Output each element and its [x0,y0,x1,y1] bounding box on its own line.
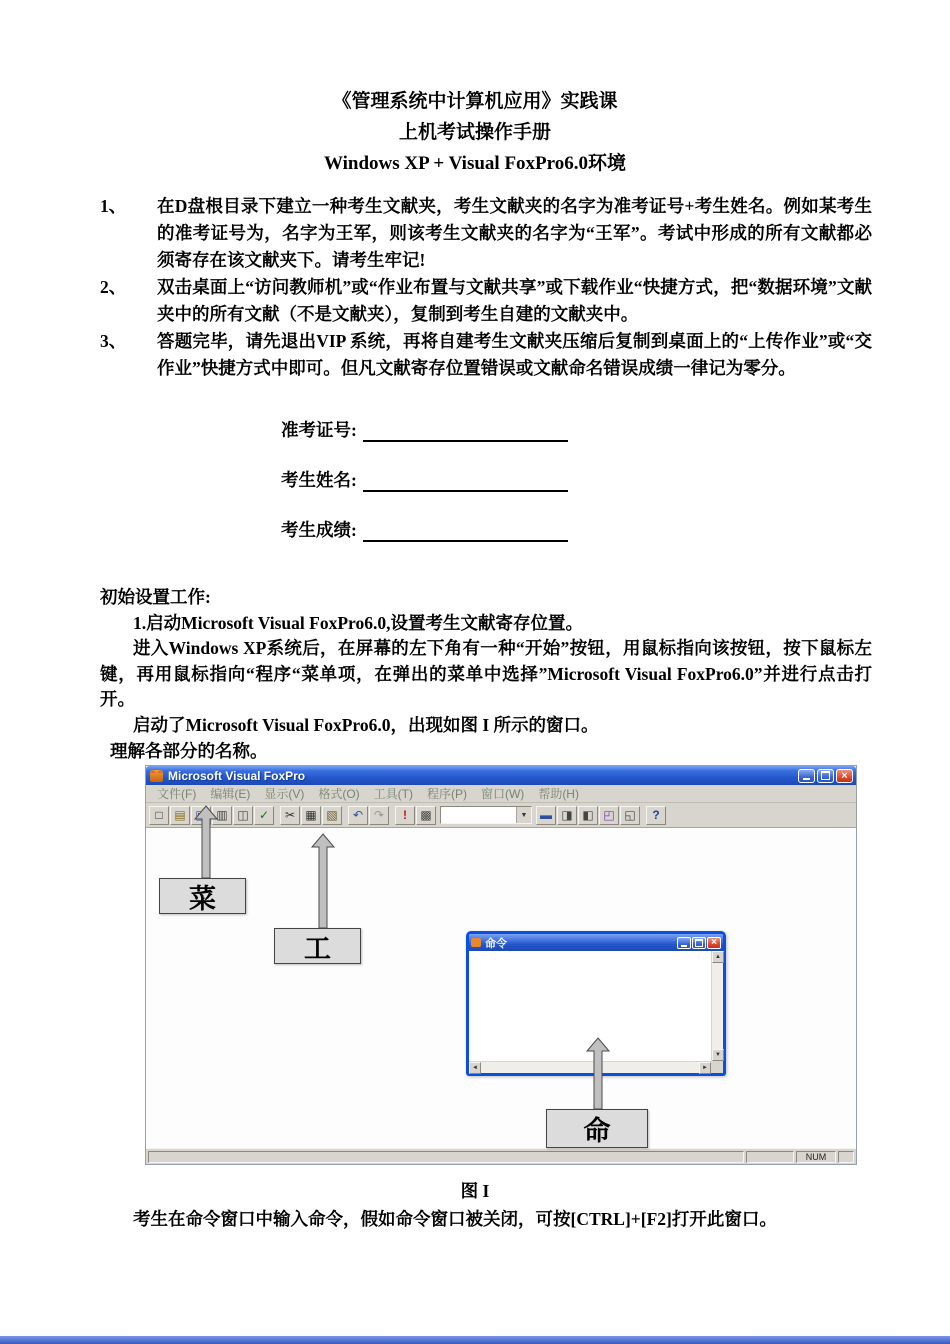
command-window-controls [677,937,723,949]
callout-text: 工 [304,933,331,964]
doc-title-line-2: 上机考试操作手册 [398,122,551,143]
command-window-body[interactable] [469,951,723,1073]
copy-icon[interactable] [301,806,321,825]
command-window-icon[interactable] [536,806,556,825]
doc-title-line-1: 《管理系统中计算机应用》实践课 [332,91,618,112]
callout-toolbar-label [274,928,361,964]
fill-in-blanks [281,417,568,567]
blank-underline [363,524,568,542]
foxpro-toolbar [146,803,856,828]
close-button[interactable] [707,937,721,949]
scroll-left-icon[interactable]: ◄ [469,1062,481,1074]
close-button[interactable] [836,769,853,783]
callout-menu-label [159,878,246,914]
menu-item-format[interactable]: 格式(O) [318,787,360,801]
form-designer-icon[interactable] [599,806,619,825]
open-icon[interactable] [170,806,190,825]
blank-student-name [281,467,568,517]
paste-icon[interactable] [322,806,342,825]
menu-item-edit[interactable]: 编辑(E) [210,787,251,801]
setup-section [100,585,872,764]
save-icon[interactable] [191,806,211,825]
scrollbar-corner [711,1061,723,1073]
figure-caption: 图 I [460,1181,490,1201]
setup-step-1: 1.启动Microsoft Visual FoxPro6.0,设置考生文献寄存位置。 [133,612,583,633]
scroll-right-icon[interactable]: ► [699,1062,711,1074]
callout-text: 命 [583,1116,611,1146]
statusbar-panel [838,1151,854,1163]
command-window-titlebar[interactable] [469,934,723,951]
minimize-button[interactable] [798,769,815,783]
horizontal-scrollbar[interactable] [469,1061,711,1073]
setup-paragraph-1: 进入Windows XP系统后，在屏幕的左下角有一种“开始”按钮，用鼠标指向该按钮，按下鼠标左键，再用鼠标指向“程序“菜单项，在弹出的菜单中选择”Microsoft Visual FoxPro6.0”并进行点击打开。 [100,638,872,710]
statusbar-panel [746,1151,794,1163]
document-title-block [0,86,950,179]
item-text: 在D盘根目录下建立一种考生文献夹，考生文献夹的名字为准考证号+考生姓名。例如某考生的准考证号为，名字为王军，则该考生文献夹的名字为“王军”。考试中形成的所有文献都必须寄存在该文献夹下。请考生牢记! [157,196,872,270]
run-icon[interactable] [395,806,415,825]
command-window-icon-small [471,938,481,947]
redo-icon[interactable] [369,806,389,825]
instruction-item-1 [100,193,872,274]
new-icon[interactable] [149,806,169,825]
spelling-icon[interactable] [254,806,274,825]
foxpro-app-icon [150,770,163,782]
blank-exam-number [281,417,568,467]
foxpro-statusbar [146,1148,856,1164]
bottom-window-edge [0,1336,950,1344]
footer-note: 考生在命令窗口中输入命令，假如命令窗口被关闭，可按[CTRL]+[F2]打开此窗口。 [133,1209,777,1229]
scroll-down-icon[interactable]: ▼ [712,1049,724,1061]
maximize-button[interactable] [692,937,706,949]
setup-paragraph-2: 启动了Microsoft Visual FoxPro6.0，出现如图 I 所示的窗口。 [133,714,599,735]
blank-underline [363,474,568,492]
vertical-scrollbar[interactable] [711,951,723,1061]
item-text: 答题完毕，请先退出VIP 系统，再将自建考生文献夹压缩后复制到桌面上的“上传作业”或“交作业”快捷方式中即可。但凡文献寄存位置错误或文献命名错误成绩一律记为零分。 [157,331,872,378]
blank-label: 准考证号: [281,420,357,440]
database-combobox[interactable] [440,806,532,824]
help-icon[interactable] [646,806,666,825]
print-icon[interactable] [212,806,232,825]
menu-item-tools[interactable]: 工具(T) [373,787,413,801]
callout-command-label [546,1109,648,1148]
command-window-title: 命令 [485,937,507,950]
instruction-item-3 [100,328,872,382]
menu-item-program[interactable]: 程序(P) [426,787,467,801]
setup-paragraph-3: 理解各部分的名称。 [110,740,268,761]
minimize-button[interactable] [677,937,691,949]
view-window-icon[interactable] [557,806,577,825]
statusbar-num-lock: NUM [796,1151,836,1163]
instruction-list [100,193,872,382]
scroll-up-icon[interactable]: ▲ [712,951,724,963]
doc-title-line-3: Windows XP + Visual FoxPro6.0环境 [323,153,627,174]
item-number: 2、 [100,277,127,297]
undo-icon[interactable] [348,806,368,825]
command-window[interactable] [466,931,726,1076]
item-text: 双击桌面上“访问教师机”或“作业布置与文献共享”或下载作业“快捷方式，把“数据环境”文献夹中的所有文献（不是文献夹），复制到考生自建的文献夹中。 [157,277,872,324]
menu-item-file[interactable]: 文件(F) [157,787,197,801]
maximize-button[interactable] [817,769,834,783]
print-preview-icon[interactable] [233,806,253,825]
data-session-icon[interactable] [578,806,598,825]
menu-item-help[interactable]: 帮助(H) [538,787,579,801]
modify-form-icon[interactable] [416,806,436,825]
blank-student-score [281,517,568,567]
instruction-item-2 [100,274,872,328]
chevron-down-icon[interactable]: ▼ [516,807,531,823]
window-controls [798,769,856,783]
foxpro-screenshot [145,765,857,1165]
blank-underline [363,424,568,442]
item-number: 1、 [100,196,127,216]
cut-icon[interactable] [280,806,300,825]
foxpro-window-title: Microsoft Visual FoxPro [168,768,306,783]
blank-label: 考生姓名: [281,470,357,490]
menu-item-view[interactable]: 显示(V) [264,787,305,801]
callout-text: 菜 [189,883,216,914]
foxpro-titlebar[interactable] [146,766,856,785]
menu-item-window[interactable]: 窗口(W) [480,787,525,801]
statusbar-message-panel [148,1151,744,1163]
item-number: 3、 [100,331,127,351]
foxpro-menubar [146,785,856,803]
blank-label: 考生成绩: [281,520,357,540]
report-designer-icon[interactable] [620,806,640,825]
setup-heading: 初始设置工作: [100,587,211,607]
